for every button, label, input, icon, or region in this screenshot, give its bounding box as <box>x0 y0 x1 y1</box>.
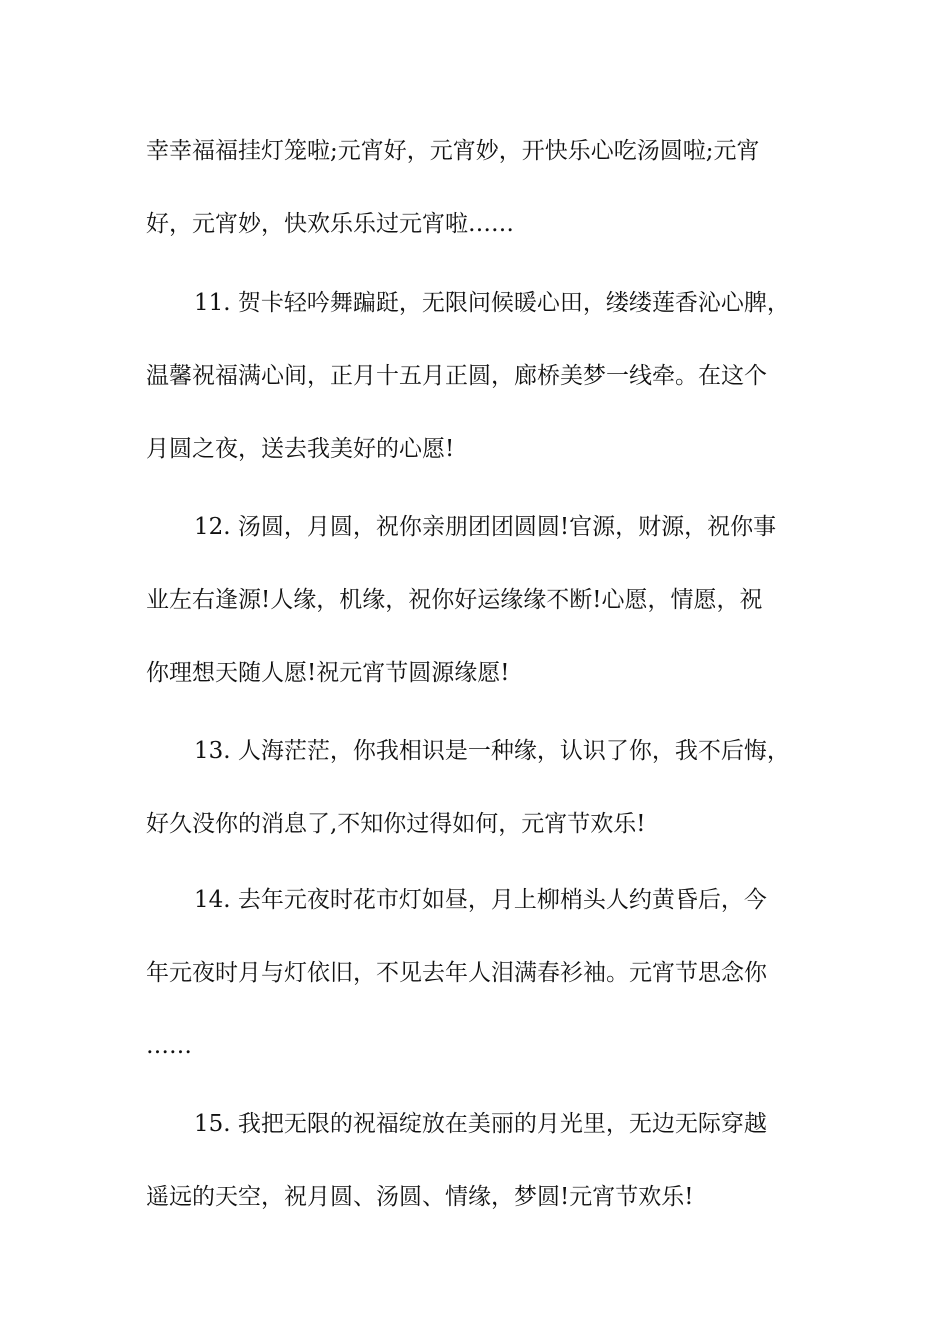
paragraph-12-line-1: 12. 汤圆，月圆，祝你亲朋团团圆圆!官源，财源，祝你事 <box>194 514 777 540</box>
text-line: 好，元宵妙，快欢乐乐过元宵啦…… <box>146 211 514 237</box>
text-line: 幸幸福福挂灯笼啦;元宵好，元宵妙，开快乐心吃汤圆啦;元宵 <box>146 138 760 164</box>
text-line: 年元夜时月与灯依旧，不见去年人泪满春衫袖。元宵节思念你 <box>146 960 767 986</box>
paragraph-14-line-1: 14. 去年元夜时花市灯如昼，月上柳梢头人约黄昏后，今 <box>194 887 767 913</box>
paragraph-11-line-1: 11. 贺卡轻吟舞蹁跹，无限问候暖心田，缕缕莲香沁心脾， <box>194 290 790 316</box>
text-line: 业左右逢源!人缘，机缘，祝你好运缘缘不断!心愿，情愿，祝 <box>146 587 763 613</box>
paragraph-15-line-1: 15. 我把无限的祝福绽放在美丽的月光里，无边无际穿越 <box>194 1111 767 1137</box>
text-line: 温馨祝福满心间，正月十五月正圆，廊桥美梦一线牵。在这个 <box>146 363 767 389</box>
text-line: 你理想天随人愿!祝元宵节圆源缘愿! <box>146 660 510 686</box>
text-line: …… <box>146 1033 192 1059</box>
text-line: 月圆之夜，送去我美好的心愿! <box>146 436 455 462</box>
paragraph-13-line-1: 13. 人海茫茫，你我相识是一种缘，认识了你，我不后悔， <box>194 738 790 764</box>
text-line: 好久没你的消息了,不知你过得如何，元宵节欢乐! <box>146 811 646 837</box>
text-line: 遥远的天空，祝月圆、汤圆、情缘，梦圆!元宵节欢乐! <box>146 1184 694 1210</box>
